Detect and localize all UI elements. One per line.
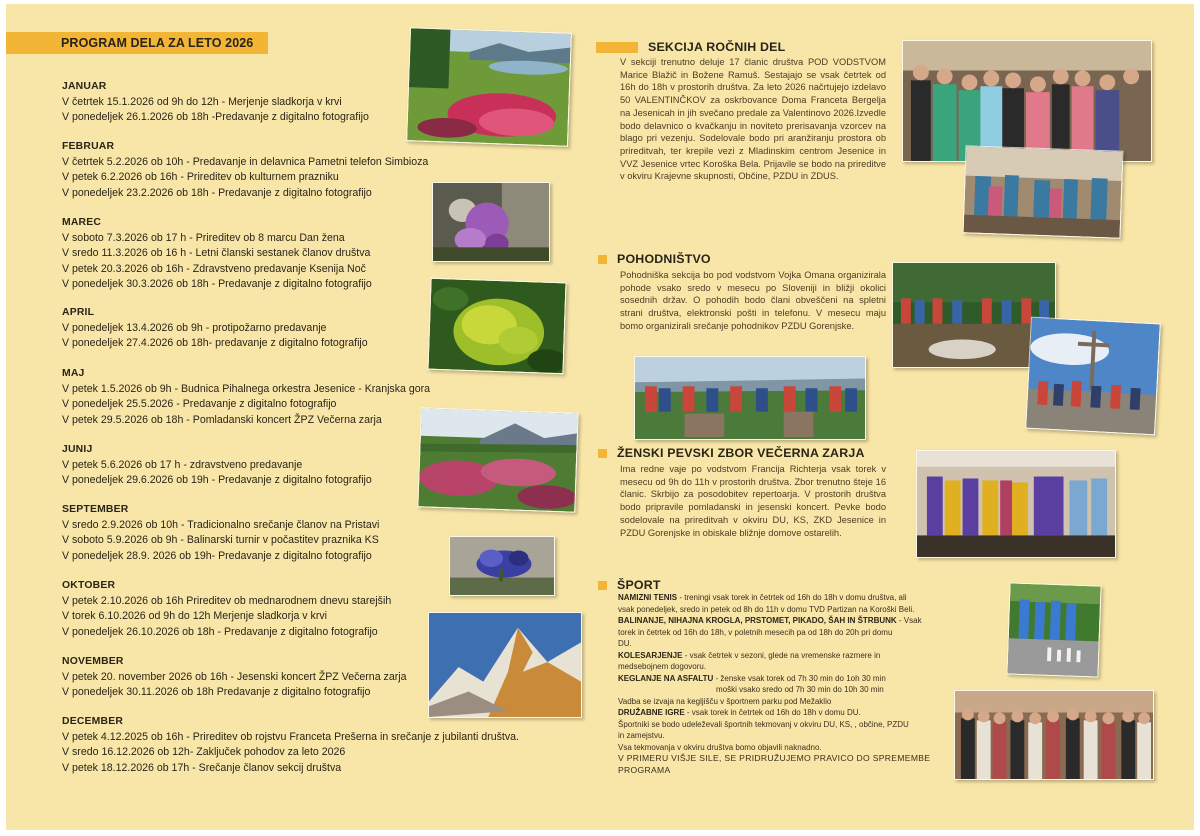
photo-gentian-flowers (449, 536, 555, 596)
section-text-pohodnistvo: Pohodniška sekcija bo pod vodstvom Vojka Omana organizirala pohode vsako sredo v mesecu po Sloveniji in bližji okolici sosednih držav. O pohodih bodo člani obveščeni na spletni strani društva, elektronski pošti in telefonu. V mesecu maju bomo organizirali srečanje pohodnikov PZDU Gorenjske. (620, 270, 886, 331)
event: V ponedeljek 30.11.2026 ob 18h Predavanje z digitalno fotografijo (62, 686, 371, 699)
event: V petek 29.5.2026 ob 18h - Pomladanski koncert ŽPZ Večerna zarja (62, 413, 382, 426)
photo-summit-cross (1025, 317, 1161, 436)
event: V ponedeljek 26.1.2026 ob 18h -Predavanje z digitalno fotografijo (62, 111, 369, 124)
month-januar: JANUAR V četrtek 15.1.2026 od 9h do 12h - Merjenje sladkorja v krvi V ponedeljek 26.1.2026 ob 18h -Predavanje z digitalno fotografijo (62, 79, 582, 126)
event: V petek 2.10.2026 ob 16h Prireditev ob mednarodnem dnevu starejših (62, 595, 392, 608)
section-square (598, 255, 607, 264)
event: V petek 1.5.2026 ob 9h - Budnica Pihalnega orkestra Jesenice - Kranjska gora (62, 383, 431, 396)
event: V soboto 7.3.2026 ob 17 h - Prireditev ob 8 marcu Dan žena (62, 232, 345, 245)
photo-purple-flowers (432, 182, 550, 262)
event: V ponedeljek 28.9. 2026 ob 19h- Predavanje z digitalno fotografijo (62, 549, 372, 562)
event: V petek 18.12.2026 ob 17h - Srečanje članov sekcij društva (62, 761, 342, 774)
section-text-rocna-dela: V sekciji trenutno deluje 17 članic društva POD VODSTVOM Marice Blažič in Božene Ramuš. Sestajajo se vsak četrtek od 16h do 18h v prostorih društva. Za leto 2026 načrtujejo izdelavo 50 VALENTINČKOV za oskrbovance Doma Franceta Bergelja na Jesenicah in jih svečano predale za Valentinovo 2026.Izvedle bodo delavnico o kvačkanju in noviteto prerisavanja vzorcev na blago pri vezenju. Sodelovale bodo pri aranžiranju prostora ob prireditvah, ter krepile vezi z Mladinskim centrom Jesenice in VVZ Jesenice vrtec Koroška Bela. Prijavile se bodo na prireditve v okviru Krajevne skupnosti, Občine, PZDU in ZDUS. (620, 57, 886, 182)
event: V sredo 11.3.2026 ob 16 h - Letni članski sestanek članov društva (62, 247, 371, 260)
month-maj: MAJ V petek 1.5.2026 ob 9h - Budnica Pihalnega orkestra Jesenice - Kranjska gora V ponedeljek 25.5.2026 - Predavanje z digitalno fotografijo V petek 29.5.2026 ob 18h - Pomladanski koncert ŽPZ Večerna zarja (62, 366, 582, 428)
event: V četrtek 5.2.2026 ob 10h - Predavanje in delavnica Pametni telefon Simbioza (62, 156, 429, 169)
event: V ponedeljek 29.6.2026 ob 19h - Predavanje z digitalno fotografijo (62, 474, 372, 487)
event: V ponedeljek 23.2.2026 ob 18h - Predavanje z digitalno fotografijo (62, 186, 372, 199)
program-title: PROGRAM DELA ZA LETO 2026 (6, 32, 268, 54)
photo-alpine-meadow (406, 27, 572, 147)
event: V ponedeljek 25.5.2026 - Predavanje z digitalno fotografijo (62, 398, 337, 411)
month-april: APRIL V ponedeljek 13.4.2026 ob 9h - protipožarno predavanje V ponedeljek 27.4.2026 ob 18h- predavanje z digitalno fotografijo (62, 305, 582, 352)
section-square (598, 449, 607, 458)
event: V ponedeljek 26.10.2026 ob 18h - Predavanje z digitalno fotografijo (62, 625, 378, 638)
sport-text: NAMIZNI TENIS - treningi vsak torek in četrtek od 16h do 18h v domu društva, ali vsak ponedeljek, sredo in petek od 8h do 11h v domu TVD Partizan na Koroški Beli. BALINANJE, NIHAJNA KROGLA, PRSTOMET, PIKADO, ŠAH IN ŠTRBUNK - Vsak torek in četrtek od 16h do 18h, v poletnih mesecih pa od 18h do 20h pri domu DU. KOLESARJENJE - vsak četrtek v sezoni, glede na vremenske razmere in medsebojnem dogovoru. KEGLANJE NA ASFALTU - ženske vsak torek od 7h 30 min do 1oh 30 min moški vsako sredo od 7h 30 min do 10h 30 min Vadba se izvaja na kegljišču v športnem parku pod Mežaklio DRUŽABNE IGRE - vsak torek in četrtek od 16h do 18h v domu DU. Športniki se bodo udeleževali športnih tekmovanj v okviru DU, KS, , občine, PZDU in zamejstvu. Vsa tekmovanja v okviru društva bomo objavili naknadno. V PRIMERU VIŠJE SILE, SE PRIDRUŽUJEMO PRAVICO DO SPREMEMBE PROGRAMA (618, 593, 931, 775)
photo-hikers-group (634, 356, 866, 440)
month-november: NOVEMBER V petek 20. november 2026 ob 16h - Jesenski koncert ŽPZ Večerna zarja V ponedeljek 30.11.2026 ob 18h Predavanje z digitalno fotografijo (62, 654, 582, 701)
section-title-pohodnistvo: POHODNIŠTVO (617, 252, 711, 266)
event: V petek 20.3.2026 ob 16h - Zdravstveno predavanje Ksenija Noč (62, 262, 366, 275)
event: V petek 4.12.2025 ob 16h - Prireditev ob rojstvu Franceta Prešerna in srečanje z jubilanti društva. (62, 731, 519, 744)
section-title-rocna-dela: SEKCIJA ROČNIH DEL (648, 40, 786, 54)
event: V soboto 5.9.2026 ob 9h - Balinarski turnir v počastitev praznika KS (62, 534, 379, 547)
event: V sredo 2.9.2026 ob 10h - Tradicionalno srečanje članov na Pristavi (62, 519, 380, 532)
photo-handicraft-display (963, 145, 1124, 238)
event: V ponedeljek 13.4.2026 ob 9h - protipožarno predavanje (62, 322, 327, 335)
section-text-pevski-zbor: Ima redne vaje po vodstvom Francija Richterja vsak torek v mesecu od 9h do 11h v prostorih društva. Zbor trenutno šteje 16 članic. Skrbijo za posodobitev repertoarja. V prostorih društva bodo pripravile pomladanski in jesenski koncert. Pevke bodo sodelovale na prireditvah v okviru DU, KS, ZKD Jesenice in PZDU Gorenjske in obiskale bližnje domove ostarelih. (620, 464, 886, 538)
event: V četrtek 15.1.2026 od 9h do 12h - Merjenje sladkorja v krvi (62, 96, 342, 109)
section-square (598, 581, 607, 590)
month-februar: FEBRUAR V četrtek 5.2.2026 ob 10h - Predavanje in delavnica Pametni telefon Simbioza V petek 6.2.2026 ob 16h - Prireditev ob kulturnem prazniku V ponedeljek 23.2.2026 ob 18h - Predavanje z digitalno fotografijo (62, 139, 582, 201)
section-title-pevski-zbor: ŽENSKI PEVSKI ZBOR VEČERNA ZARJA (617, 446, 865, 460)
section-bar (596, 42, 638, 53)
month-september: SEPTEMBER V sredo 2.9.2026 ob 10h - Tradicionalno srečanje članov na Pristavi V soboto 5.9.2026 ob 9h - Balinarski turnir v počastitev praznika KS V ponedeljek 28.9. 2026 ob 19h- Predavanje z digitalno fotografijo (62, 502, 582, 564)
section-title-sport: ŠPORT (617, 578, 661, 592)
month-december: DECEMBER V petek 4.12.2025 ob 16h - Prireditev ob rojstvu Franceta Prešerna in srečanje z jubilanti društva. V sredo 16.12.2026 ob 12h- Zaključek pohodov za leto 2026 V petek 18.12.2026 ob 17h - Srečanje članov sekcij društva (62, 714, 582, 776)
event: V torek 6.10.2026 od 9h do 12h Merjenje sladkorja v krvi (62, 610, 327, 623)
brochure-page (6, 4, 1194, 830)
photo-asphalt-bowling (1006, 582, 1101, 677)
event: V ponedeljek 27.4.2026 ob 18h- predavanje z digitalno fotografijo (62, 337, 368, 350)
photo-snowy-peaks (428, 612, 582, 718)
photo-choir (916, 450, 1116, 558)
event: V sredo 16.12.2026 ob 12h- Zaključek pohodov za leto 2026 (62, 746, 346, 759)
month-oktober: OKTOBER V petek 2.10.2026 ob 16h Prireditev ob mednarodnem dnevu starejših V torek 6.10.2026 od 9h do 12h Merjenje sladkorja v krvi V ponedeljek 26.10.2026 ob 18h - Predavanje z digitalno fotografijo (62, 578, 582, 640)
event: V petek 20. november 2026 ob 16h - Jesenski koncert ŽPZ Večerna zarja (62, 671, 407, 684)
photo-handicraft-group (902, 40, 1152, 162)
month-marec: MAREC V soboto 7.3.2026 ob 17 h - Prireditev ob 8 marcu Dan žena V sredo 11.3.2026 ob 16 h - Letni članski sestanek članov društva V petek 20.3.2026 ob 16h - Zdravstveno predavanje Ksenija Noč V ponedeljek 30.3.2026 ob 18h - Predavanje z digitalno fotografijo (62, 215, 582, 292)
month-junij: JUNIJ V petek 5.6.2026 ob 17 h - zdravstveno predavanje V ponedeljek 29.6.2026 ob 19h - Predavanje z digitalno fotografijo (62, 442, 582, 489)
photo-yellow-spurge (427, 278, 566, 375)
photo-mountain-rhododendron (417, 407, 578, 512)
event: V petek 6.2.2026 ob 16h - Prireditev ob kulturnem prazniku (62, 171, 339, 184)
event: V ponedeljek 30.3.2026 ob 18h - Predavanje z digitalno fotografijo (62, 277, 372, 290)
photo-sport-group (954, 690, 1154, 780)
event: V petek 5.6.2026 ob 17 h - zdravstveno predavanje (62, 459, 303, 472)
